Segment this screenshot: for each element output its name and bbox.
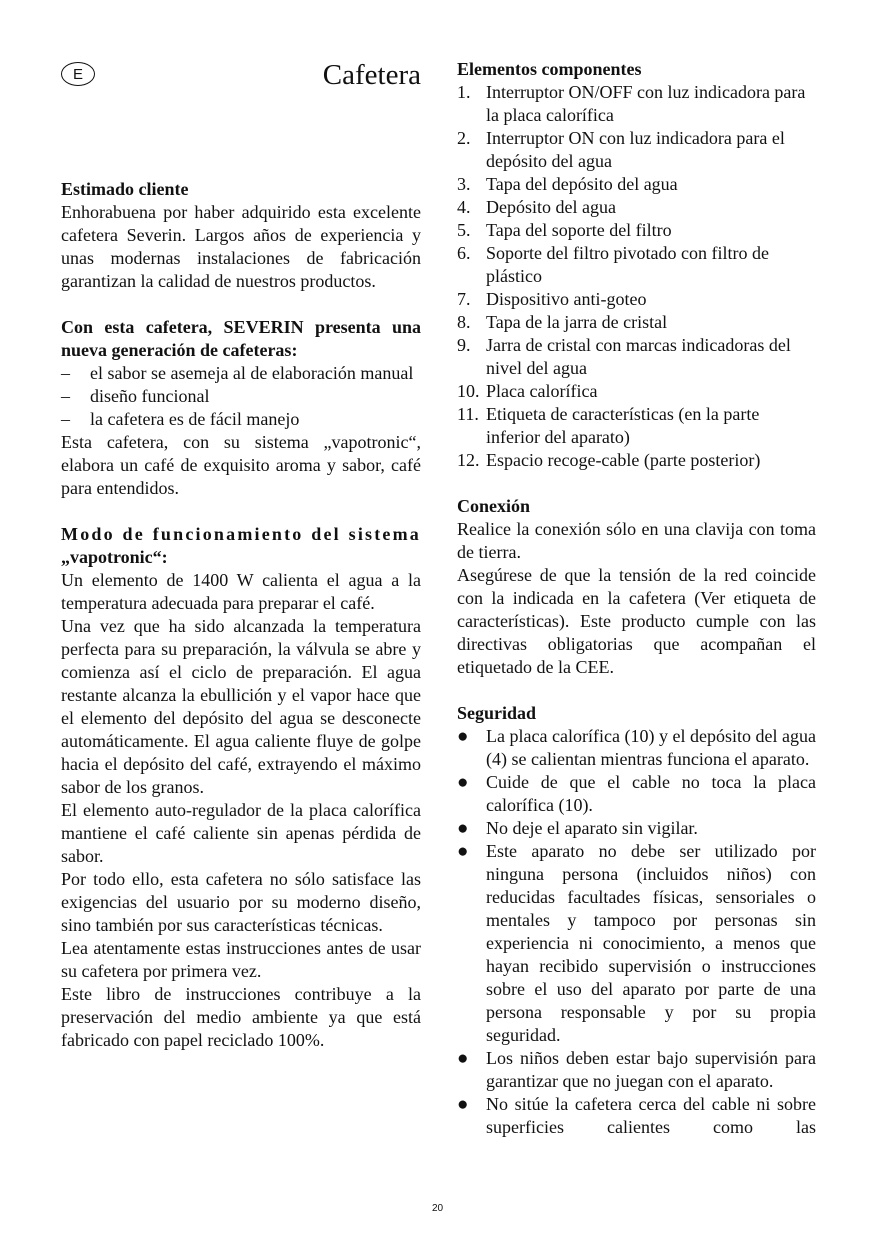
item-text: Tapa del soporte del filtro [486,220,672,240]
system-paragraph: Este libro de instrucciones contribuye a la preservación del medio ambiente ya que está fabricado con papel reciclado 100%. [61,984,421,1050]
item-number: 6. [457,243,471,263]
generation-list [61,362,421,431]
system-heading-cont: „vapotronic“: [61,547,168,567]
list-item [457,840,816,1047]
item-text: Espacio recoge-cable (parte posterior) [486,450,761,470]
list-item [457,288,816,311]
item-text: Jarra de cristal con marcas indicadoras del nivel del agua [486,335,791,378]
page-number: 20 [431,1203,444,1214]
item-number: 7. [457,289,471,309]
item-text: Este aparato no debe ser utilizado por ninguna persona (incluidos niños) con reducidas facultades físicas, sensoriales o mentales y tampoco por personas sin experiencia ni conocimiento, a menos que hayan recibido supervisión o instrucciones sobre el uso del aparato por parte de una persona responsable y por su propia seguridad. [486,841,816,1045]
list-item [457,725,816,771]
item-number: 12. [457,450,480,470]
language-badge: E [61,62,95,86]
item-number: 3. [457,174,471,194]
item-text: Depósito del agua [486,197,616,217]
bullet-icon: ● [457,841,469,862]
page-header [61,58,421,178]
list-item [457,380,816,403]
system-paragraph: Un elemento de 1400 W calienta el agua a la temperatura adecuada para preparar el café. [61,570,421,613]
list-item [457,196,816,219]
components-list [457,81,816,472]
item-text: Cuide de que el cable no toca la placa calorífica (10). [486,772,816,815]
list-item [457,334,816,380]
system-paragraph: Una vez que ha sido alcanzada la temperatura perfecta para su preparación, la válvula se abre y comienza así el ciclo de preparación. El agua restante alcanza la ebullición y el vapor hace que el elemento del depósito del agua se desconecte automáticamente. El agua caliente fluye de golpe hacia el depósito del café, extrayendo el máximo sabor de los granos. [61,616,421,797]
list-item [457,1047,816,1093]
item-text: Soporte del filtro pivotado con filtro de plástico [486,243,769,286]
item-number: 4. [457,197,471,217]
system-paragraph: Por todo ello, esta cafetera no sólo satisface las exigencias del usuario por su moderno diseño, sino también por sus características técnicas. [61,869,421,935]
item-text: La placa calorífica (10) y el depósito del agua (4) se calientan mientras funciona el aparato. [486,726,816,769]
item-text: Los niños deben estar bajo supervisión para garantizar que no juegan con el aparato. [486,1048,816,1091]
bullet-icon: ● [457,772,469,793]
item-number: 1. [457,82,471,102]
left-column [61,58,421,1052]
item-text: Tapa de la jarra de cristal [486,312,668,332]
connection-paragraph: Asegúrese de que la tensión de la red coincide con la indicada en la cafetera (Ver etiqueta de características). Este producto cumple con las directivas obligatorias que acompañan el etiquetado de la CEE. [457,565,816,677]
item-text: No deje el aparato sin vigilar. [486,818,698,838]
intro-heading: Estimado cliente [61,179,189,199]
connection-heading: Conexión [457,496,531,516]
system-paragraph: Lea atentamente estas instrucciones antes de usar su cafetera por primera vez. [61,938,421,981]
item-text: Etiqueta de características (en la parte inferior del aparato) [486,404,760,447]
connection-paragraph: Realice la conexión sólo en una clavija con toma de tierra. [457,519,816,562]
list-item [457,81,816,127]
item-text: Placa calorífica [486,381,598,401]
bullet-icon: ● [457,1094,469,1115]
bullet-icon: ● [457,1048,469,1069]
item-number: 11. [457,404,479,424]
item-number: 10. [457,381,480,401]
list-item [457,173,816,196]
list-item [457,1093,816,1139]
list-item [457,242,816,288]
list-item [457,817,816,840]
item-text: No sitúe la cafetera cerca del cable ni sobre superficies calientes como las [486,1094,816,1137]
list-item [457,219,816,242]
item-text: Interruptor ON/OFF con luz indicadora para la placa calorífica [486,82,806,125]
item-text: Dispositivo anti-goteo [486,289,647,309]
safety-heading: Seguridad [457,703,537,723]
page-title: Cafetera [322,59,421,91]
list-item: – el sabor se asemeja al de elaboración manual [61,362,421,385]
right-column [457,58,816,1139]
bullet-icon: ● [457,726,469,747]
item-number: 5. [457,220,471,240]
item-number: 8. [457,312,471,332]
generation-paragraph: Esta cafetera, con su sistema „vapotronic“, elabora un café de exquisito aroma y sabor, café para entendidos. [61,432,421,498]
list-item [457,771,816,817]
list-item [457,403,816,449]
list-item [457,449,816,472]
list-item [457,127,816,173]
generation-heading: Con esta cafetera, SEVERIN presenta una nueva generación de cafeteras: [61,317,421,360]
item-text: Interruptor ON con luz indicadora para el depósito del agua [486,128,785,171]
system-paragraph: El elemento auto-regulador de la placa calorífica mantiene el café caliente sin apenas pérdida de sabor. [61,800,421,866]
item-text: Tapa del depósito del agua [486,174,678,194]
bullet-icon: ● [457,818,469,839]
item-number: 9. [457,335,471,355]
list-item: – diseño funcional [61,385,421,408]
item-number: 2. [457,128,471,148]
list-item [457,311,816,334]
system-heading: Modo de funcionamiento del sistema [61,524,421,544]
list-item: – la cafetera es de fácil manejo [61,408,421,431]
components-heading: Elementos componentes [457,59,642,79]
safety-list [457,725,816,1139]
intro-paragraph: Enhorabuena por haber adquirido esta excelente cafetera Severin. Largos años de experiencia y unas modernas instalaciones de fabricación garantizan la calidad de nuestros productos. [61,202,421,291]
